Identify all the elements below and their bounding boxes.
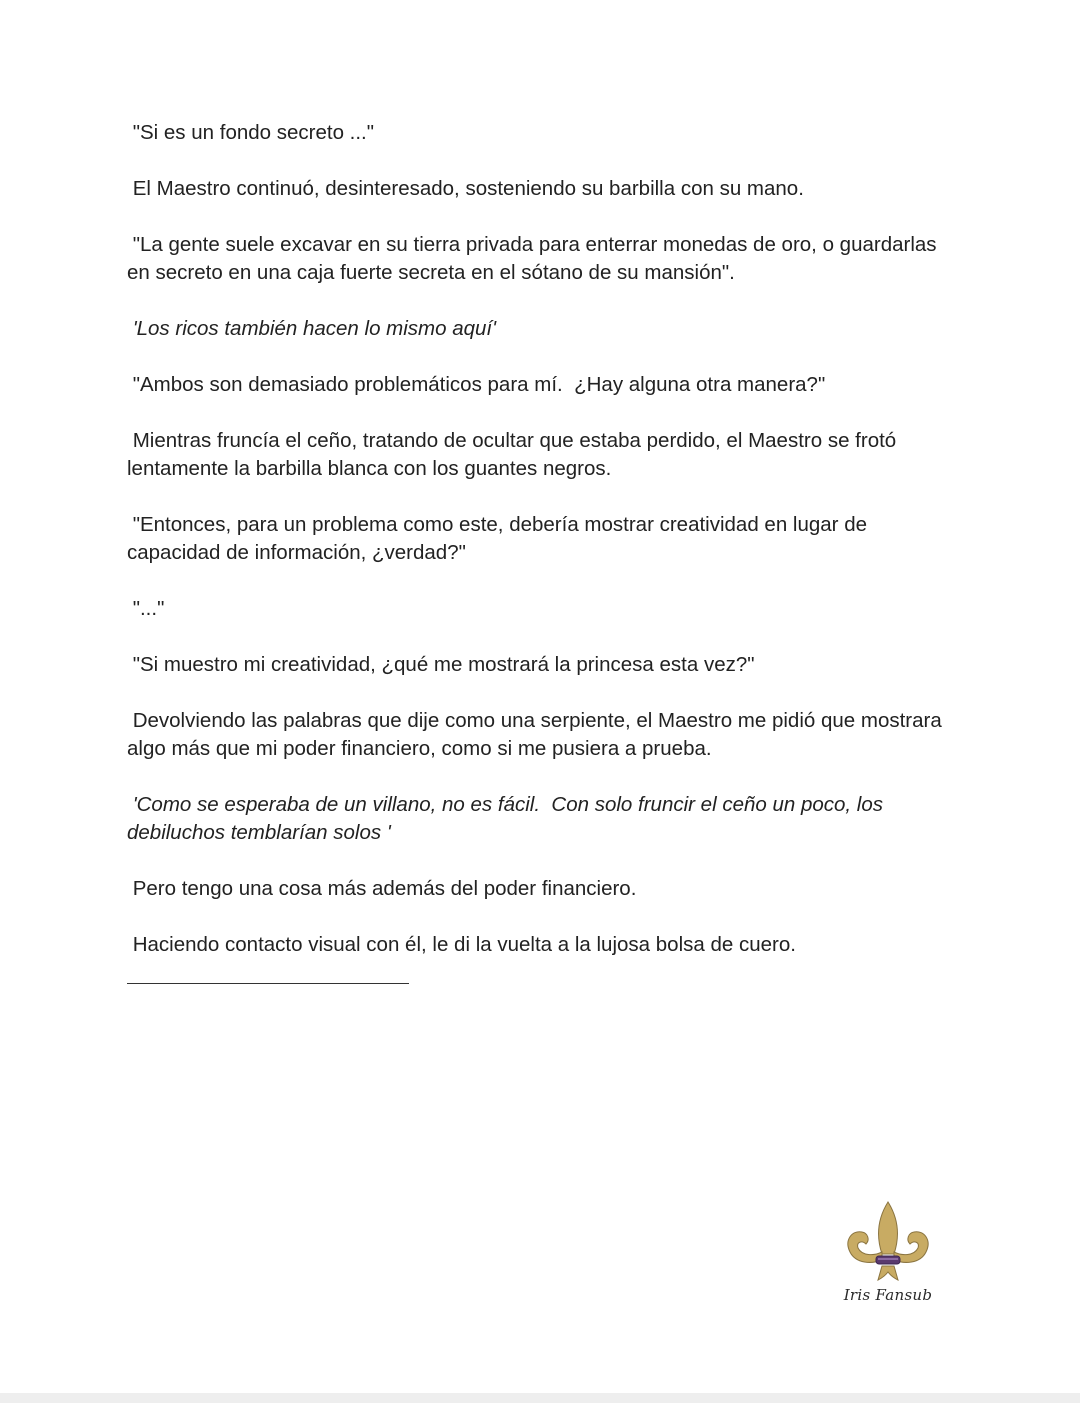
paragraph: "Entonces, para un problema como este, debería mostrar creatividad en lugar de capacidad de información, ¿verdad?" bbox=[127, 513, 873, 564]
logo-text: Iris Fansub bbox=[843, 1286, 933, 1304]
paragraph: "Si muestro mi creatividad, ¿qué me mostrará la princesa esta vez?" bbox=[127, 653, 755, 676]
paragraph-thought: 'Como se esperaba de un villano, no es fácil. Con solo fruncir el ceño un poco, los debiluchos temblarían solos ' bbox=[127, 793, 889, 844]
paragraph: Mientras fruncía el ceño, tratando de ocultar que estaba perdido, el Maestro se frotó lentamente la barbilla blanca con los guantes negros. bbox=[127, 429, 902, 480]
section-divider bbox=[127, 983, 409, 984]
paragraph: Pero tengo una cosa más además del poder financiero. bbox=[127, 877, 637, 900]
fleur-de-lis-icon bbox=[838, 1200, 938, 1286]
paragraph: El Maestro continuó, desinteresado, sosteniendo su barbilla con su mano. bbox=[127, 177, 804, 200]
paragraph: Devolviendo las palabras que dije como una serpiente, el Maestro me pidió que mostrara algo más que mi poder financiero, como si me pusiera a prueba. bbox=[127, 709, 948, 760]
iris-fansub-logo bbox=[838, 1200, 938, 1310]
paragraph: Haciendo contacto visual con él, le di la vuelta a la lujosa bolsa de cuero. bbox=[127, 933, 796, 956]
paragraph: "..." bbox=[127, 597, 165, 620]
bottom-bar bbox=[0, 1393, 1080, 1403]
paragraph: "Si es un fondo secreto ..." bbox=[127, 121, 375, 144]
paragraph: "La gente suele excavar en su tierra privada para enterrar monedas de oro, o guardarlas en secreto en una caja fuerte secreta en el sótano de su mansión". bbox=[127, 233, 943, 284]
document-body bbox=[127, 119, 947, 984]
paragraph-thought: 'Los ricos también hacen lo mismo aquí' bbox=[127, 317, 497, 340]
paragraph: "Ambos son demasiado problemáticos para mí. ¿Hay alguna otra manera?" bbox=[127, 373, 826, 396]
